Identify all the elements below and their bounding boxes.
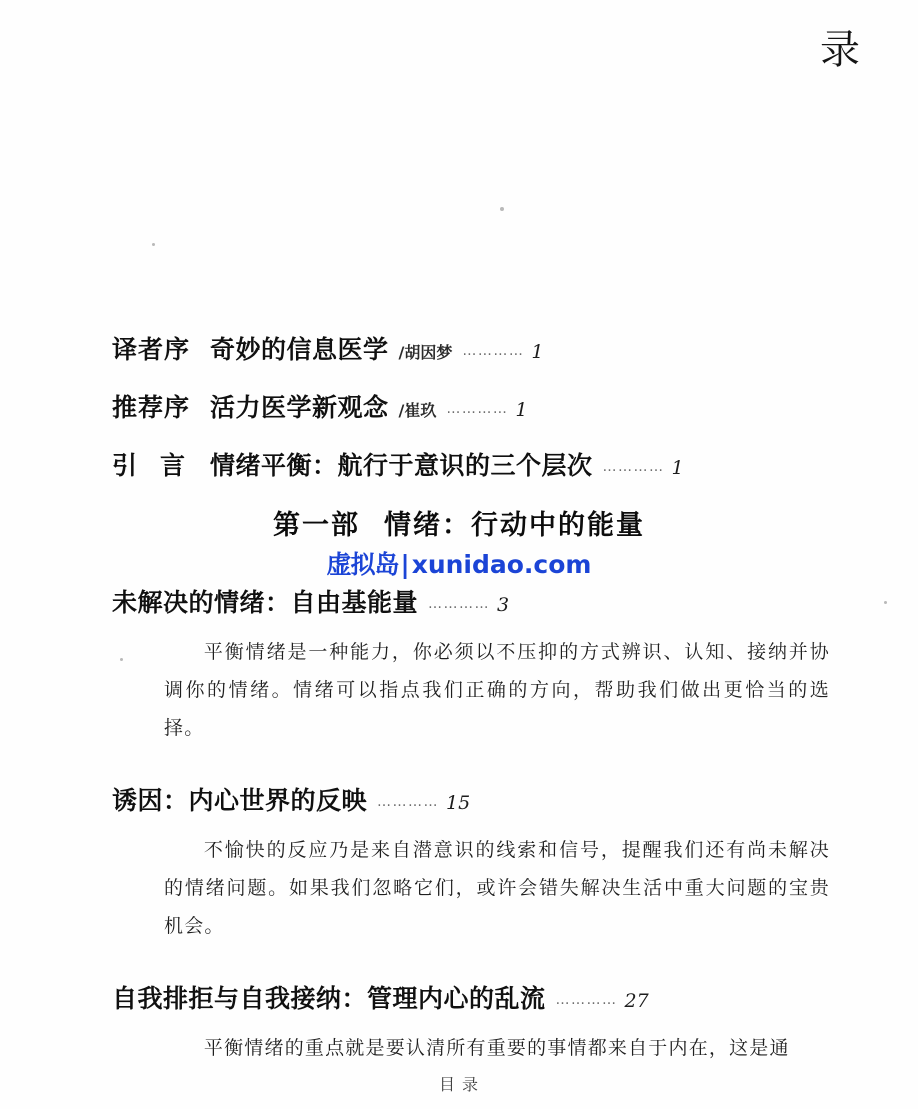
- dot-leader: …………: [462, 343, 525, 359]
- chapter-description: 平衡情绪的重点就是要认清所有重要的事情都来自于内在，这是通: [203, 1037, 790, 1059]
- chapter-description: 平衡情绪是一种能力，你必须以不压抑的方式辨识、认知、接纳并协调你的情绪。情绪可以指点我们正确的方向，帮助我们做出更恰当的选择。: [164, 641, 830, 739]
- frontmatter-author: /崔玖: [398, 401, 437, 420]
- frontmatter-list: [112, 330, 818, 504]
- watermark-brand-cn: 虚拟岛: [326, 550, 399, 579]
- page-number: 1: [515, 399, 528, 421]
- chapter-entry[interactable]: [112, 583, 858, 747]
- watermark-separator: |: [400, 550, 410, 579]
- chapter-description: 不愉快的反应乃是来自潜意识的线索和信号，提醒我们还有尚未解决的情绪问题。如果我们忽略它们，或许会错失解决生活中重大问题的宝贵机会。: [164, 839, 830, 937]
- frontmatter-kind: [112, 446, 210, 482]
- frontmatter-title: 奇妙的信息医学: [210, 335, 389, 364]
- site-watermark: [0, 545, 918, 581]
- frontmatter-entry-recommendation-preface[interactable]: [112, 388, 818, 424]
- chapter-title: 自我排拒与自我接纳：管理内心的乱流: [112, 984, 546, 1013]
- scan-speck: [884, 601, 887, 604]
- part-name: 情绪：行动中的能量: [384, 510, 645, 541]
- chapter-entry-list: [112, 583, 858, 1073]
- page-number: 15: [446, 792, 471, 814]
- frontmatter-kind-char-b: 言: [160, 451, 187, 480]
- page-number: 1: [671, 457, 684, 479]
- chapter-entry[interactable]: [112, 781, 858, 945]
- frontmatter-kind-char-a: 引: [112, 451, 139, 480]
- chapter-entry[interactable]: [112, 979, 858, 1067]
- chapter-entry-head[interactable]: [112, 781, 858, 817]
- dot-leader: …………: [377, 794, 440, 810]
- scan-speck: [500, 207, 504, 211]
- frontmatter-title: 情绪平衡：航行于意识的三个层次: [210, 451, 593, 480]
- frontmatter-entry-translator-preface[interactable]: [112, 330, 818, 366]
- dot-leader: …………: [446, 401, 509, 417]
- scan-speck: [152, 243, 155, 246]
- frontmatter-title: 活力医学新观念: [210, 393, 389, 422]
- frontmatter-entry-introduction[interactable]: [112, 446, 818, 482]
- chapter-title: 未解决的情绪：自由基能量: [112, 588, 419, 617]
- frontmatter-kind: 译者序: [112, 335, 191, 364]
- chapter-entry-head[interactable]: [112, 583, 858, 619]
- page-number: 27: [624, 990, 649, 1012]
- dot-leader: …………: [555, 992, 618, 1008]
- part-title: [0, 503, 918, 542]
- frontmatter-author: /胡因梦: [398, 343, 453, 362]
- dot-leader: …………: [602, 459, 665, 475]
- watermark-domain: xunidao.com: [411, 550, 592, 579]
- chapter-title: 诱因：内心世界的反映: [112, 786, 368, 815]
- running-head: 录: [820, 27, 870, 73]
- page-number: 1: [531, 341, 544, 363]
- frontmatter-kind: 推荐序: [112, 393, 191, 422]
- dot-leader: …………: [428, 596, 491, 612]
- page-number: 3: [497, 594, 510, 616]
- page-footer: 目 录: [438, 1075, 480, 1094]
- part-label: 第一部: [273, 510, 360, 541]
- chapter-entry-head[interactable]: [112, 979, 858, 1015]
